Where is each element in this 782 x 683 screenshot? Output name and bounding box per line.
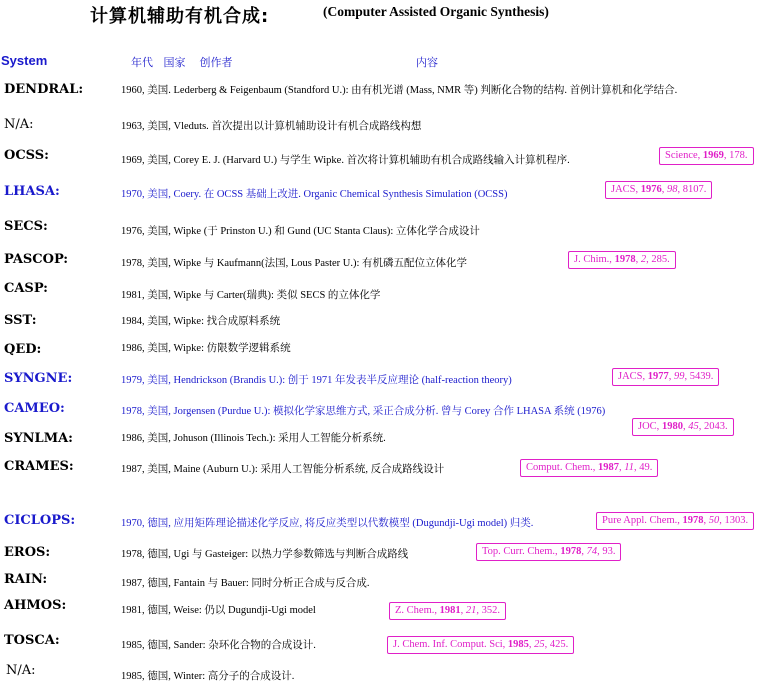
system-name: LHASA: <box>4 184 60 199</box>
reference-volume: 74 <box>586 546 598 557</box>
reference-citation <box>568 251 676 269</box>
reference-year: 1978 <box>682 515 704 526</box>
system-name: TOSCA: <box>4 633 60 648</box>
reference-journal: JOC, <box>638 421 662 432</box>
system-description: 1970, 德国, 应用矩阵理论描述化学反应, 将反应类型以代数模型 (Dugundji-Ugi model) 归类. <box>121 518 534 529</box>
reference-citation <box>476 543 621 561</box>
reference-citation <box>605 181 712 199</box>
system-description: 1986, 美国, Wipke: 仿限数学逻辑系统 <box>121 343 291 354</box>
reference-pages: , 49. <box>634 462 653 473</box>
system-name: DENDRAL: <box>4 82 84 97</box>
system-description: 1960, 美国. Lederberg & Feigenbaum (Standford U.): 由有机光谱 (Mass, NMR 等) 判断化合物的结构. 首例计算机和化学结合. <box>121 85 678 96</box>
reference-journal: Science, <box>665 150 703 161</box>
system-description: 1981, 德国, Weise: 仍以 Dugundji-Ugi model <box>121 605 316 616</box>
system-name: CRAMES: <box>4 459 74 474</box>
system-name: SST: <box>4 313 37 328</box>
reference-pages: , 2043. <box>698 421 728 432</box>
system-description: 1987, 美国, Maine (Auburn U.): 采用人工智能分析系统, 反合成路线设计 <box>121 464 445 475</box>
reference-separator: , <box>528 639 535 650</box>
reference-separator: , <box>619 462 625 473</box>
reference-citation <box>632 418 734 436</box>
system-description: 1978, 美国, Jorgensen (Purdue U.): 模拟化学家思维方式, 采正合成分析. 曾与 Corey 合作 LHASA 系统 (1976) <box>121 406 606 417</box>
title-english: (Computer Assisted Organic Synthesis) <box>323 4 549 19</box>
system-description: 1976, 美国, Wipke (于 Prinston U.) 和 Gund (UC Stanta Claus): 立体化学合成设计 <box>121 226 480 237</box>
reference-volume: 45 <box>688 421 699 432</box>
reference-citation <box>389 602 506 620</box>
reference-pages: , 352. <box>476 605 500 616</box>
system-name: OCSS: <box>4 148 49 163</box>
header-system: System <box>1 53 48 68</box>
reference-volume: 25 <box>534 639 545 650</box>
reference-volume: 50 <box>708 515 720 526</box>
reference-year: 1985 <box>507 639 529 650</box>
reference-journal: JACS, <box>618 371 648 382</box>
title-chinese: 计算机辅助有机合成: <box>90 6 270 27</box>
reference-volume: 11 <box>624 462 635 473</box>
reference-year: 1976 <box>640 184 662 195</box>
system-name: QED: <box>4 342 42 357</box>
system-description: 1970, 美国, Coery. 在 OCSS 基础上改进. Organic Chemical Synthesis Simulation (OCSS) <box>121 189 508 200</box>
system-description: 1978, 德国, Ugi 与 Gasteiger: 以热力学参数筛选与判断合成路线 <box>121 549 409 560</box>
reference-separator: , <box>635 254 641 265</box>
reference-separator: , <box>460 605 466 616</box>
reference-pages: , 93. <box>597 546 616 557</box>
system-description: 1969, 美国, Corey E. J. (Harvard U.) 与学生 Wipke. 首次将计算机辅助有机合成路线输入计算机程序. <box>121 155 570 166</box>
reference-separator: , <box>668 371 675 382</box>
header-content: 内容 <box>416 56 438 69</box>
reference-year: 1969 <box>702 150 724 161</box>
reference-journal: J. Chim., <box>574 254 615 265</box>
reference-pages: , 178. <box>723 150 748 161</box>
reference-pages: , 8107. <box>677 184 707 195</box>
system-name: CAMEO: <box>4 401 65 416</box>
reference-citation <box>659 147 754 165</box>
system-name: N/A: <box>6 663 36 678</box>
system-description: 1984, 美国, Wipke: 找合成原料系统 <box>121 316 281 327</box>
system-name: CICLOPS: <box>4 513 76 528</box>
reference-citation <box>612 368 719 386</box>
system-name: N/A: <box>4 117 34 132</box>
reference-separator: , <box>661 184 668 195</box>
reference-separator: , <box>581 546 587 557</box>
reference-journal: JACS, <box>611 184 641 195</box>
system-description: 1981, 美国, Wipke 与 Carter(瑞典): 类似 SECS 的立体化学 <box>121 290 381 301</box>
reference-citation <box>596 512 754 530</box>
system-name: RAIN: <box>4 572 48 587</box>
system-description: 1985, 德国, Winter: 高分子的合成设计. <box>121 671 295 682</box>
reference-year: 1987 <box>598 462 620 473</box>
system-name: CASP: <box>4 281 48 296</box>
reference-year: 1980 <box>661 421 683 432</box>
reference-volume: 99 <box>674 371 685 382</box>
reference-citation <box>387 636 574 654</box>
reference-journal: J. Chem. Inf. Comput. Sci, <box>393 639 508 650</box>
reference-year: 1981 <box>439 605 461 616</box>
system-description: 1979, 美国, Hendrickson (Brandis U.): 创于 1971 年发表半反应理论 (half-reaction theory) <box>121 375 512 386</box>
system-name: SYNGNE: <box>4 371 73 386</box>
system-description: 1978, 美国, Wipke 与 Kaufmann(法国, Lous Paster U.): 有机磷五配位立体化学 <box>121 258 468 269</box>
reference-pages: , 5439. <box>684 371 714 382</box>
reference-citation <box>520 459 658 477</box>
reference-journal: Z. Chem., <box>395 605 440 616</box>
system-name: SYNLMA: <box>4 431 73 446</box>
reference-volume: 98 <box>667 184 678 195</box>
reference-year: 1978 <box>614 254 636 265</box>
system-name: AHMOS: <box>4 598 67 613</box>
reference-journal: Pure Appl. Chem., <box>602 515 683 526</box>
system-description: 1986, 美国, Johuson (Illinois Tech.): 采用人工智能分析系统. <box>121 433 386 444</box>
reference-year: 1977 <box>647 371 669 382</box>
reference-volume: 2 <box>640 254 647 265</box>
system-description: 1987, 德国, Fantain 与 Bauer: 同时分析正合成与反合成. <box>121 578 370 589</box>
system-name: PASCOP: <box>4 252 69 267</box>
reference-pages: , 425. <box>544 639 569 650</box>
reference-separator: , <box>703 515 709 526</box>
reference-separator: , <box>682 421 689 432</box>
system-name: EROS: <box>4 545 51 560</box>
reference-pages: , 1303. <box>719 515 749 526</box>
reference-volume: 21 <box>465 605 477 616</box>
reference-year: 1978 <box>560 546 582 557</box>
reference-journal: Top. Curr. Chem., <box>482 546 561 557</box>
system-description: 1985, 德国, Sander: 杂环化合物的合成设计. <box>121 640 316 651</box>
system-name: SECS: <box>4 219 48 234</box>
reference-pages: , 285. <box>646 254 670 265</box>
header-year-country-author: 年代 国家 创作者 <box>131 56 233 69</box>
reference-journal: Comput. Chem., <box>526 462 599 473</box>
system-description: 1963, 美国, Vleduts. 首次提出以计算机辅助设计有机合成路线构想 <box>121 121 422 132</box>
